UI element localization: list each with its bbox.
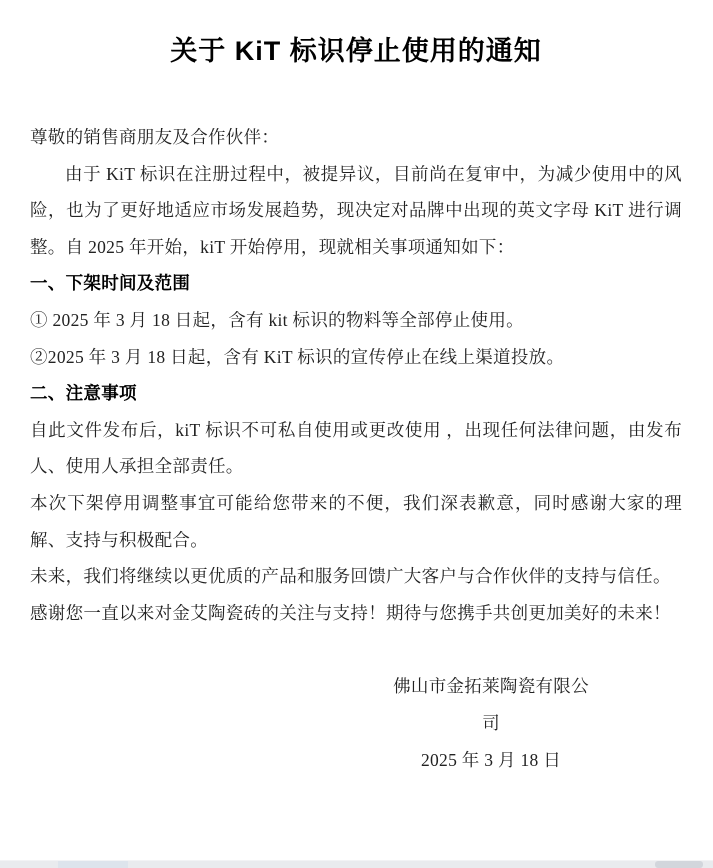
document-title: 关于 KiT 标识停止使用的通知 <box>170 36 542 66</box>
signature-block <box>385 668 597 778</box>
section2-paragraph-2: 本次下架停用调整事宜可能给您带来的不便，我们深表歉意，同时感谢大家的理解、支持与积极配合。 <box>30 492 682 550</box>
scrollbar-thumb[interactable] <box>655 861 703 868</box>
salutation: 尊敬的销售商朋友及合作伙伴： <box>30 127 280 147</box>
section2-paragraph-3: 未来，我们将继续以更优质的产品和服务回馈广大客户与合作伙伴的支持与信任。 <box>30 566 671 587</box>
signature-company: 佛山市金拓莱陶瓷有限公司 <box>393 676 589 733</box>
section1-item-2: ②2025 年 3 月 18 日起，含有 KiT 标识的宣传停止在线上渠道投放。 <box>30 346 565 367</box>
section2-paragraph-4: 感谢您一直以来对金艾陶瓷砖的关注与支持！期待与您携手共创更加美好的未来！ <box>30 602 671 623</box>
section2-paragraph-1: 自此文件发布后，kiT 标识不可私自使用或更改使用 ，出现任何法律问题，由发布人、使用人承担全部责任。 <box>30 419 682 477</box>
horizontal-scrollbar[interactable] <box>0 860 713 868</box>
scrollbar-track-tint <box>58 861 128 868</box>
section1-item-1: ① 2025 年 3 月 18 日起，含有 kit 标识的物料等全部停止使用。 <box>30 309 524 330</box>
intro-paragraph: 由于 KiT 标识在注册过程中，被提异议，目前尚在复审中，为减少使用中的风险，也为了更好地适应市场发展趋势，现决定对品牌中出现的英文字母 KiT 进行调整。自 2025 年开始，kiT 开始停用，现就相关事项通知如下： <box>30 163 682 257</box>
signature-date: 2025 年 3 月 18 日 <box>420 749 562 770</box>
section2-heading: 二、注意事项 <box>30 383 137 404</box>
section1-heading: 一、下架时间及范围 <box>30 273 191 294</box>
